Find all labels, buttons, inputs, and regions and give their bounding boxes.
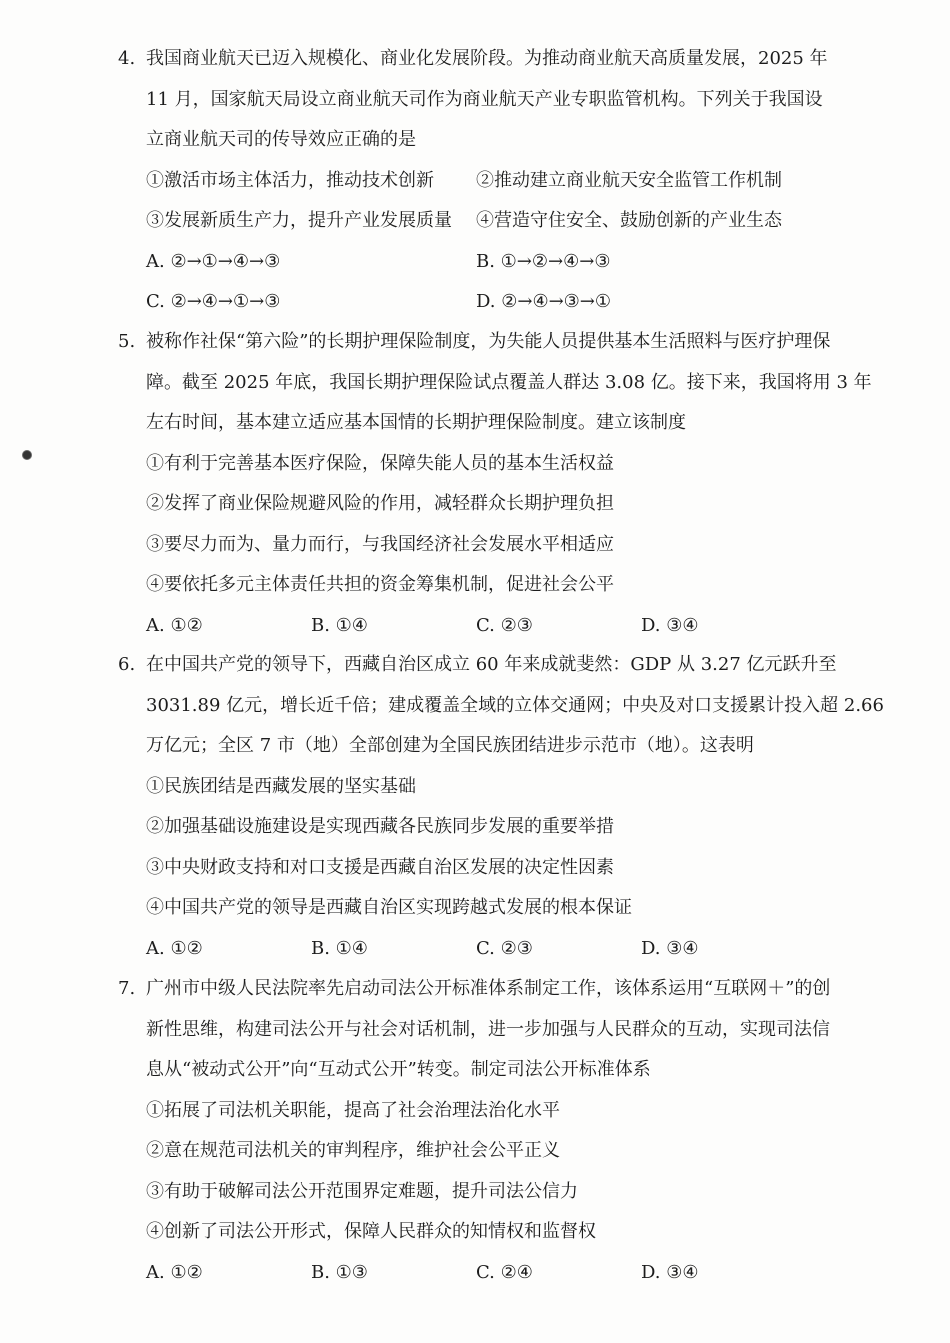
question-5 <box>118 322 872 646</box>
statement-item: ①有利于完善基本医疗保险，保障失能人员的基本生活权益 <box>146 452 614 474</box>
option-c[interactable]: C. ②③ <box>476 614 533 636</box>
scan-dot-mark <box>22 450 32 460</box>
statement-item: ③发展新质生产力，提升产业发展质量 <box>146 210 452 231</box>
question-stem-line <box>118 645 837 686</box>
statement-item: ③中央财政支持和对口支援是西藏自治区发展的决定性因素 <box>146 856 614 878</box>
question-stem-line: 障。截至 2025 年底，我国长期护理保险试点覆盖人群达 3.08 亿。接下来，我国将用 3 年 <box>146 371 872 393</box>
statement-row <box>118 161 818 202</box>
statement-item: ④营造守住安全、鼓励创新的产业生态 <box>476 210 782 231</box>
option-d[interactable]: D. ③④ <box>641 937 699 959</box>
question-stem-line: 新性思维，构建司法公开与社会对话机制，进一步加强与人民群众的互动，实现司法信 <box>146 1018 830 1040</box>
question-stem-line: 息从“被动式公开”向“互动式公开”转变。制定司法公开标准体系 <box>146 1059 651 1080</box>
question-7 <box>118 969 831 1293</box>
statement-item: ②加强基础设施建设是实现西藏各民族同步发展的重要举措 <box>146 816 614 837</box>
statement-item: ①民族团结是西藏发展的坚实基础 <box>146 775 416 797</box>
question-stem-line: 11 月，国家航天局设立商业航天司作为商业航天产业专职监管机构。下列关于我国设 <box>146 88 823 110</box>
question-stem-line: 万亿元；全区 7 市（地）全部创建为全国民族团结进步示范市（地）。这表明 <box>146 735 754 756</box>
option-c[interactable]: C. ②→④→①→③ <box>146 291 281 312</box>
option-c[interactable]: C. ②③ <box>476 937 533 959</box>
option-d[interactable]: D. ③④ <box>641 1261 699 1283</box>
option-a[interactable]: A. ②→①→④→③ <box>146 250 281 272</box>
option-d[interactable]: D. ②→④→③→① <box>476 291 612 312</box>
option-b[interactable]: B. ①④ <box>311 614 368 636</box>
option-row <box>118 242 818 283</box>
statement-item: ①激活市场主体活力，推动技术创新 <box>146 169 434 191</box>
question-number: 5. <box>118 331 136 352</box>
question-4 <box>118 39 828 323</box>
statement-item: ①拓展了司法机关职能，提高了社会治理法治化水平 <box>146 1099 560 1121</box>
option-c[interactable]: C. ②④ <box>476 1261 533 1283</box>
question-stem-line: 立商业航天司的传导效应正确的是 <box>146 129 416 150</box>
option-row <box>118 606 818 647</box>
question-number: 4. <box>118 48 136 69</box>
question-stem-text: 在中国共产党的领导下，西藏自治区成立 60 年来成就斐然：GDP 从 3.27 亿元跃升至 <box>146 654 837 675</box>
statement-item: ②推动建立商业航天安全监管工作机制 <box>476 169 782 191</box>
option-row <box>118 1253 818 1294</box>
statement-item: ④要依托多元主体责任共担的资金筹集机制，促进社会公平 <box>146 574 614 595</box>
question-6 <box>118 645 884 969</box>
question-stem-line <box>118 322 831 363</box>
statement-item: ④创新了司法公开形式，保障人民群众的知情权和监督权 <box>146 1221 596 1242</box>
option-b[interactable]: B. ①→②→④→③ <box>476 250 611 272</box>
option-d[interactable]: D. ③④ <box>641 614 699 636</box>
option-b[interactable]: B. ①④ <box>311 937 368 959</box>
option-b[interactable]: B. ①③ <box>311 1261 368 1283</box>
option-row <box>118 929 818 970</box>
question-stem-line <box>118 969 831 1010</box>
question-number: 6. <box>118 654 136 675</box>
question-stem-text: 广州市中级人民法院率先启动司法公开标准体系制定工作，该体系运用“互联网＋”的创 <box>146 978 831 999</box>
statement-item: ③要尽力而为、量力而行，与我国经济社会发展水平相适应 <box>146 533 614 555</box>
option-row <box>118 282 818 323</box>
question-number: 7. <box>118 978 136 999</box>
statement-row <box>118 201 818 242</box>
option-a[interactable]: A. ①② <box>146 614 203 636</box>
option-a[interactable]: A. ①② <box>146 1261 203 1283</box>
statement-item: ④中国共产党的领导是西藏自治区实现跨越式发展的根本保证 <box>146 897 632 918</box>
question-stem-text: 我国商业航天已迈入规模化、商业化发展阶段。为推动商业航天高质量发展，2025 年 <box>146 48 828 69</box>
statement-item: ③有助于破解司法公开范围界定难题，提升司法公信力 <box>146 1180 578 1202</box>
question-stem-line: 左右时间，基本建立适应基本国情的长期护理保险制度。建立该制度 <box>146 412 686 433</box>
option-a[interactable]: A. ①② <box>146 937 203 959</box>
statement-item: ②意在规范司法机关的审判程序，维护社会公平正义 <box>146 1140 560 1161</box>
statement-item: ②发挥了商业保险规避风险的作用，减轻群众长期护理负担 <box>146 493 614 514</box>
question-stem-text: 被称作社保“第六险”的长期护理保险制度，为失能人员提供基本生活照料与医疗护理保 <box>146 331 831 352</box>
question-stem-line <box>118 39 828 80</box>
question-stem-line: 3031.89 亿元，增长近千倍；建成覆盖全域的立体交通网；中央及对口支援累计投入超 2.66 <box>146 694 884 716</box>
